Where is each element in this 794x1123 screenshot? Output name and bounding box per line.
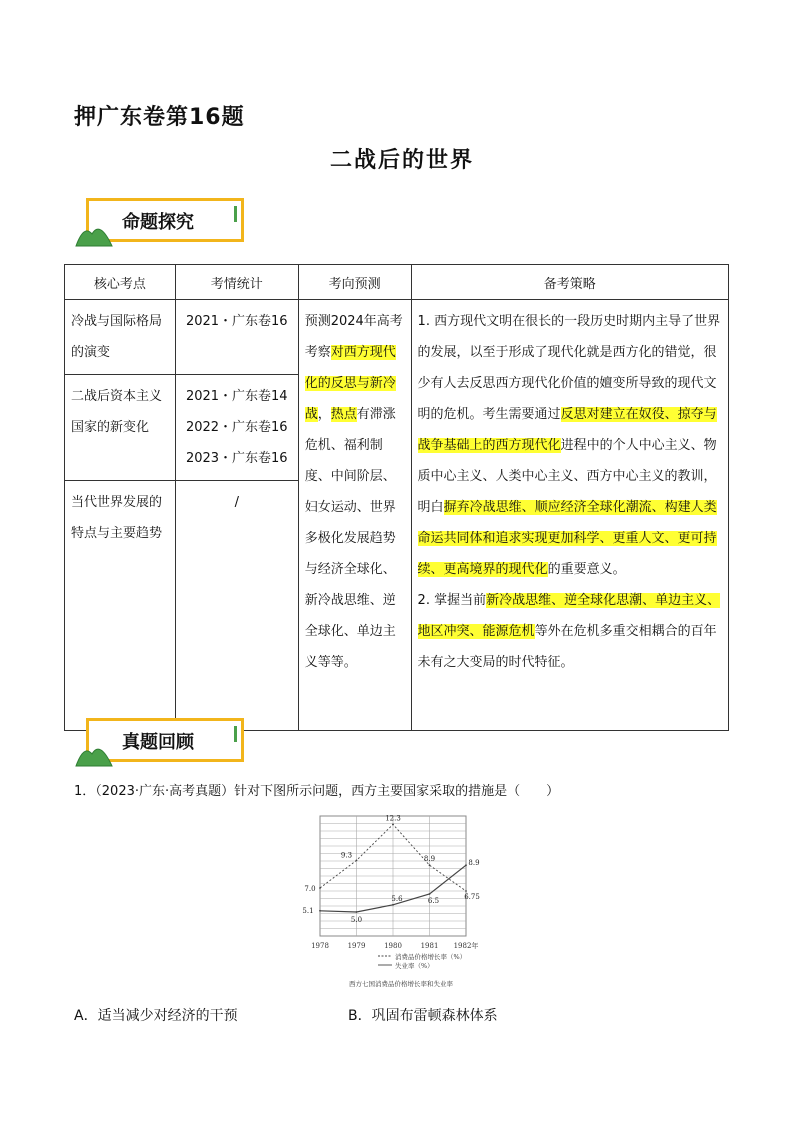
prediction-highlight: 热点 xyxy=(330,407,357,422)
header-cell: 备考策略 xyxy=(411,265,728,300)
topic-cell: 当代世界发展的特点与主要趋势 xyxy=(65,481,176,731)
stat-cell xyxy=(175,375,298,481)
data-point xyxy=(356,911,358,913)
data-label: 5.1 xyxy=(302,906,314,915)
section-label: 真题回顾 xyxy=(122,732,194,753)
data-label: 12.3 xyxy=(385,814,401,823)
data-point xyxy=(429,893,431,895)
data-point xyxy=(465,864,467,866)
data-label: 5.0 xyxy=(350,916,363,924)
table-row xyxy=(65,300,729,375)
x-tick-label: 1979 xyxy=(347,942,366,950)
chart-title: 西方七国消费品价格增长率和失业率 xyxy=(349,980,453,988)
accent-bar xyxy=(234,726,237,742)
stat-line: 2021・广东卷16 xyxy=(185,314,288,329)
section-label: 命题探究 xyxy=(122,212,194,233)
strategy-text: 等外在危机多重交相耦合的百年未有之大变局的时代特征。 xyxy=(417,624,717,670)
strategy-cell xyxy=(411,300,728,731)
prediction-text: 有滞涨危机、福利制度、中间阶层、妇女运动、世界多极化发展趋势与经济全球化、新冷战思维、逆全球化、单边主义等等。 xyxy=(304,407,396,670)
stat-cell xyxy=(175,481,298,731)
data-point xyxy=(465,890,467,892)
strategy-text: 1. 西方现代文明在很长的一段历史时期内主导了世界的发展，以至于形成了现代化就是西方化的错觉，很少有人去反思西方现代化价值的嬗变所导致的现代文明的危机。考生需要通过 xyxy=(417,314,721,422)
data-point xyxy=(392,904,394,906)
data-label: 9.3 xyxy=(340,851,353,860)
line-chart xyxy=(300,808,500,998)
data-point xyxy=(319,887,321,889)
data-point xyxy=(429,864,431,866)
stat-line: / xyxy=(234,495,239,510)
header-cell: 考情统计 xyxy=(175,265,298,300)
x-tick-label: 1982年 xyxy=(453,942,479,950)
page-title: 押广东卷第16题 xyxy=(74,105,245,130)
data-label: 6.75 xyxy=(464,893,480,901)
prediction-cell xyxy=(298,300,411,731)
strategy-highlight: 反思对建立在奴役、掠夺与战争基础上的西方现代化 xyxy=(417,407,717,453)
option-a[interactable]: A．适当减少对经济的干预 xyxy=(74,1008,238,1024)
hill-icon xyxy=(74,216,114,248)
header-cell: 考向预测 xyxy=(298,265,411,300)
table-header-row xyxy=(65,265,729,300)
data-label: 8.9 xyxy=(468,859,480,868)
stat-line: 2021・广东卷14 xyxy=(185,389,288,404)
stat-cell xyxy=(175,300,298,375)
data-point xyxy=(392,824,394,826)
legend-label: 消费品价格增长率（%） xyxy=(395,953,467,961)
strategy-text: 2. 掌握当前 xyxy=(417,593,487,608)
prediction-text: 预测2024年高考考察 xyxy=(304,314,403,360)
data-label: 8.9 xyxy=(423,855,436,864)
option-b[interactable]: B．巩固布雷顿森林体系 xyxy=(348,1008,498,1024)
topic-cell: 冷战与国际格局的演变 xyxy=(65,300,176,375)
strategy-table xyxy=(64,264,729,731)
section-banner-2 xyxy=(74,718,246,768)
topic-cell: 二战后资本主义国家的新变化 xyxy=(65,375,176,481)
data-point xyxy=(356,860,358,862)
data-point xyxy=(319,910,321,912)
hill-icon xyxy=(74,736,114,768)
x-tick-label: 1981 xyxy=(420,942,439,950)
data-label: 6.5 xyxy=(427,897,440,905)
strategy-text: 进程中的个人中心主义、物质中心主义、人类中心主义、西方中心主义的教训，明白 xyxy=(417,438,717,515)
header-cell: 核心考点 xyxy=(65,265,176,300)
x-tick-label: 1980 xyxy=(384,942,402,950)
stat-line: 2022・广东卷16 xyxy=(185,420,288,435)
stat-line: 2023・广东卷16 xyxy=(185,451,288,466)
strategy-highlight: 新冷战思维、逆全球化思潮、单边主义、地区冲突、能源危机 xyxy=(417,593,721,639)
prediction-highlight: 对西方现代化的反思与新冷战 xyxy=(304,345,396,422)
accent-bar xyxy=(234,206,237,222)
strategy-highlight: 摒弃冷战思维、顺应经济全球化潮流、构建人类命运共同体和追求实现更加科学、更重人文、更可持续、更高境界的现代化 xyxy=(417,500,717,577)
data-label: 7.0 xyxy=(304,885,316,893)
data-label: 5.6 xyxy=(391,894,403,903)
prediction-text: ， xyxy=(317,407,331,422)
legend-label: 失业率（%） xyxy=(395,962,434,970)
strategy-text: 的重要意义。 xyxy=(547,562,626,577)
x-tick-label: 1978 xyxy=(311,942,329,950)
section-banner-1 xyxy=(74,198,246,248)
page-subtitle: 二战后的世界 xyxy=(329,148,474,173)
question-text: 1．（2023·广东·高考真题）针对下图所示问题，西方主要国家采取的措施是（ ） xyxy=(74,784,560,799)
